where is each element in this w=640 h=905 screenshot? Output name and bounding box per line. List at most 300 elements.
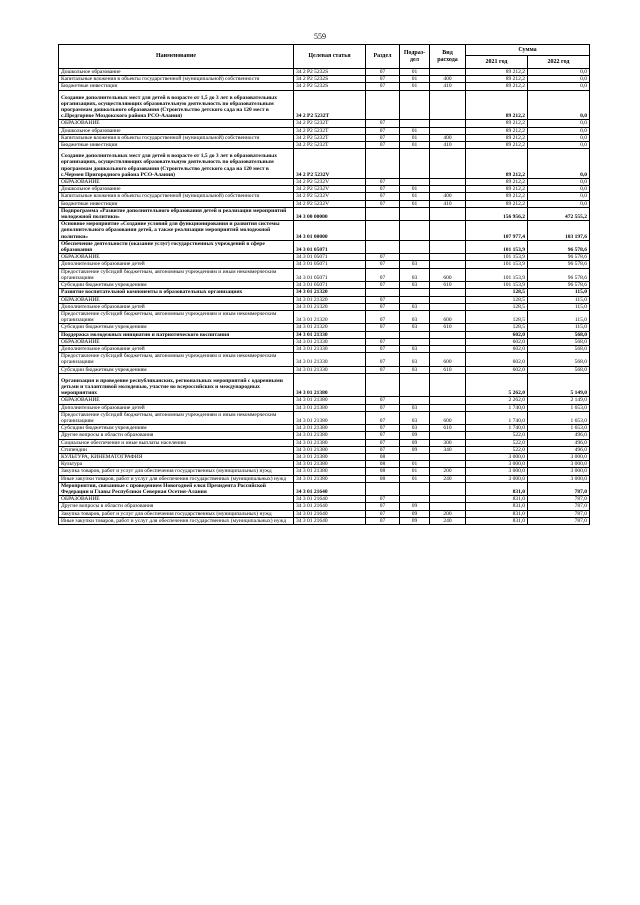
cell-amount-2022: 0,0	[528, 90, 590, 120]
cell-amount-2021: 831,0	[466, 510, 528, 517]
cell-expense-type	[430, 303, 466, 310]
cell-amount-2021: 101 153,9	[466, 282, 528, 289]
cell-name: Иные закупки товаров, работ и услуг для обеспечения государственных (муниципальных) нужд	[59, 475, 294, 482]
cell-section: 08	[366, 468, 400, 475]
table-row	[59, 397, 590, 404]
cell-amount-2021: 128,5	[466, 289, 528, 296]
cell-target-code: 34 3 01 21320	[294, 324, 366, 331]
cell-section: 07	[366, 404, 400, 411]
cell-amount-2022: 0,0	[528, 200, 590, 207]
cell-name: Развитие воспитательной компоненты в образовательных организациях	[59, 289, 294, 296]
cell-name: Дополнительное образование детей	[59, 404, 294, 411]
cell-name: Основное мероприятие «Создание условий для функционирования и развития системы дополнительного образования детей, а также реализации мероприятий молодежной политики»	[59, 221, 294, 241]
cell-expense-type	[430, 127, 466, 134]
cell-amount-2022: 0,0	[528, 120, 590, 127]
table-row	[59, 134, 590, 141]
table-body	[59, 69, 590, 525]
cell-target-code: 34 2 P2 5232T	[294, 142, 366, 149]
cell-target-code: 34 3 01 21640	[294, 517, 366, 524]
table-row	[59, 261, 590, 268]
cell-amount-2021: 89 212,2	[466, 142, 528, 149]
cell-amount-2022: 3 000,0	[528, 461, 590, 468]
cell-amount-2022: 496,0	[528, 446, 590, 453]
cell-section	[366, 331, 400, 338]
table-row	[59, 446, 590, 453]
table-row	[59, 221, 590, 241]
cell-expense-type	[430, 179, 466, 186]
cell-target-code: 34 3 01 21380	[294, 411, 366, 424]
cell-amount-2022: 1 653,0	[528, 425, 590, 432]
cell-expense-type: 400	[430, 134, 466, 141]
cell-amount-2021: 89 212,2	[466, 200, 528, 207]
cell-amount-2021: 89 212,2	[466, 179, 528, 186]
cell-amount-2021: 602,0	[466, 338, 528, 345]
cell-name: Дополнительное образование детей	[59, 261, 294, 268]
cell-expense-type: 610	[430, 324, 466, 331]
cell-subsection: 03	[400, 303, 430, 310]
cell-amount-2022: 787,0	[528, 517, 590, 524]
cell-target-code: 34 3 01 21320	[294, 296, 366, 303]
cell-name: ОБРАЗОВАНИЕ	[59, 496, 294, 503]
cell-section: 07	[366, 268, 400, 281]
cell-subsection: 01	[400, 134, 430, 141]
cell-section: 07	[366, 261, 400, 268]
cell-amount-2021: 3 000,0	[466, 453, 528, 460]
cell-section: 07	[366, 69, 400, 76]
cell-amount-2021: 522,0	[466, 446, 528, 453]
cell-expense-type	[430, 120, 466, 127]
table-row	[59, 338, 590, 345]
cell-amount-2022: 0,0	[528, 186, 590, 193]
cell-subsection	[400, 289, 430, 296]
table-row	[59, 366, 590, 373]
table-row	[59, 510, 590, 517]
cell-subsection: 03	[400, 261, 430, 268]
cell-subsection	[400, 331, 430, 338]
cell-subsection	[400, 240, 430, 253]
cell-subsection: 09	[400, 510, 430, 517]
table-row	[59, 496, 590, 503]
cell-amount-2022: 568,0	[528, 345, 590, 352]
cell-expense-type	[430, 432, 466, 439]
cell-expense-type: 600	[430, 411, 466, 424]
cell-amount-2021: 128,5	[466, 296, 528, 303]
cell-section	[366, 149, 400, 179]
cell-target-code: 34 2 P2 5232S	[294, 83, 366, 90]
cell-subsection: 09	[400, 517, 430, 524]
cell-amount-2022: 0,0	[528, 179, 590, 186]
cell-target-code: 34 2 P2 5232V	[294, 179, 366, 186]
cell-subsection: 01	[400, 468, 430, 475]
cell-target-code: 34 2 P2 5232V	[294, 200, 366, 207]
cell-target-code: 34 2 P2 5232S	[294, 76, 366, 83]
cell-expense-type: 410	[430, 142, 466, 149]
cell-name: ОБРАЗОВАНИЕ	[59, 254, 294, 261]
cell-section: 07	[366, 179, 400, 186]
cell-amount-2021: 1 740,0	[466, 411, 528, 424]
col-header-2022: 2022 год	[528, 56, 590, 69]
cell-name: Бюджетные инвестиции	[59, 200, 294, 207]
cell-subsection: 09	[400, 446, 430, 453]
cell-subsection: 03	[400, 268, 430, 281]
cell-section: 07	[366, 446, 400, 453]
cell-expense-type	[430, 261, 466, 268]
cell-subsection: 03	[400, 404, 430, 411]
cell-amount-2022: 568,0	[528, 338, 590, 345]
cell-amount-2021: 89 212,2	[466, 120, 528, 127]
cell-amount-2021: 128,5	[466, 303, 528, 310]
cell-name: Дополнительное образование детей	[59, 345, 294, 352]
cell-expense-type: 240	[430, 475, 466, 482]
cell-subsection: 03	[400, 282, 430, 289]
cell-target-code: 34 3 01 21380	[294, 404, 366, 411]
table-row	[59, 475, 590, 482]
cell-target-code: 34 3 01 21380	[294, 453, 366, 460]
cell-amount-2021: 101 153,9	[466, 240, 528, 253]
cell-name: Субсидии бюджетным учреждениям	[59, 366, 294, 373]
cell-subsection	[400, 453, 430, 460]
cell-section: 07	[366, 134, 400, 141]
cell-section: 07	[366, 366, 400, 373]
cell-amount-2022: 787,0	[528, 510, 590, 517]
cell-name: Организация и проведение республиканских, региональных мероприятий с одаренными детьми и талантливой молодежью, участие во всероссийских и международных мероприятиях	[59, 373, 294, 397]
cell-name: Дошкольное образование	[59, 186, 294, 193]
cell-expense-type	[430, 453, 466, 460]
table-row	[59, 373, 590, 397]
cell-target-code: 34 2 P2 5232S	[294, 69, 366, 76]
cell-section: 08	[366, 453, 400, 460]
cell-subsection	[400, 338, 430, 345]
cell-amount-2022: 568,0	[528, 366, 590, 373]
table-row	[59, 404, 590, 411]
cell-amount-2022: 115,0	[528, 310, 590, 323]
cell-section	[366, 90, 400, 120]
cell-name: Стипендии	[59, 446, 294, 453]
cell-name: Дошкольное образование	[59, 127, 294, 134]
cell-section: 07	[366, 200, 400, 207]
cell-amount-2022: 96 578,6	[528, 261, 590, 268]
cell-subsection	[400, 254, 430, 261]
cell-name: Дошкольное образование	[59, 69, 294, 76]
cell-amount-2021: 602,0	[466, 366, 528, 373]
cell-expense-type: 610	[430, 425, 466, 432]
cell-expense-type	[430, 254, 466, 261]
cell-amount-2022: 0,0	[528, 76, 590, 83]
cell-amount-2022: 0,0	[528, 149, 590, 179]
table-row	[59, 90, 590, 120]
cell-subsection	[400, 296, 430, 303]
cell-expense-type: 400	[430, 76, 466, 83]
cell-expense-type	[430, 289, 466, 296]
table-row	[59, 282, 590, 289]
cell-section: 07	[366, 439, 400, 446]
cell-subsection	[400, 221, 430, 241]
cell-target-code: 34 2 P2 5232T	[294, 127, 366, 134]
cell-subsection	[400, 149, 430, 179]
cell-target-code: 34 3 01 21380	[294, 446, 366, 453]
table-row	[59, 461, 590, 468]
cell-subsection	[400, 482, 430, 495]
cell-amount-2022: 103 197,6	[528, 221, 590, 241]
cell-expense-type	[430, 373, 466, 397]
cell-section: 07	[366, 411, 400, 424]
table-row	[59, 439, 590, 446]
cell-name: ОБРАЗОВАНИЕ	[59, 296, 294, 303]
cell-amount-2021: 89 212,2	[466, 76, 528, 83]
cell-target-code: 34 2 P2 5232V	[294, 186, 366, 193]
cell-section: 08	[366, 475, 400, 482]
col-header-section: Раздел	[366, 45, 400, 69]
cell-expense-type	[430, 496, 466, 503]
cell-expense-type	[430, 397, 466, 404]
col-header-sum: Сумма	[466, 45, 590, 56]
cell-name: Закупка товаров, работ и услуг для обеспечения государственных (муниципальных) нужд	[59, 468, 294, 475]
cell-target-code: 34 3 01 21320	[294, 303, 366, 310]
table-row	[59, 200, 590, 207]
cell-subsection	[400, 496, 430, 503]
cell-name: Поддержка молодежных инициатив и патриотического воспитания	[59, 331, 294, 338]
cell-name: Другие вопросы в области образования	[59, 503, 294, 510]
cell-name: Другие вопросы в области образования	[59, 432, 294, 439]
col-header-expense: Вид расхода	[430, 45, 466, 69]
cell-amount-2022: 0,0	[528, 69, 590, 76]
cell-amount-2021: 89 212,2	[466, 69, 528, 76]
cell-expense-type	[430, 207, 466, 220]
cell-target-code: 34 3 01 21320	[294, 289, 366, 296]
cell-section	[366, 240, 400, 253]
cell-amount-2021: 89 212,2	[466, 186, 528, 193]
table-row	[59, 296, 590, 303]
cell-name: Субсидии бюджетным учреждениям	[59, 282, 294, 289]
cell-amount-2022: 496,0	[528, 432, 590, 439]
cell-target-code: 34 3 01 21380	[294, 373, 366, 397]
cell-name: Бюджетные инвестиции	[59, 83, 294, 90]
cell-target-code: 34 2 P2 5232V	[294, 193, 366, 200]
cell-amount-2021: 89 212,2	[466, 149, 528, 179]
cell-subsection: 01	[400, 200, 430, 207]
table-row	[59, 142, 590, 149]
cell-subsection: 03	[400, 411, 430, 424]
cell-target-code: 34 3 01 21330	[294, 331, 366, 338]
cell-amount-2021: 831,0	[466, 482, 528, 495]
cell-subsection: 01	[400, 461, 430, 468]
cell-name: Иные закупки товаров, работ и услуг для обеспечения государственных (муниципальных) нужд	[59, 517, 294, 524]
cell-amount-2021: 89 212,2	[466, 127, 528, 134]
cell-section: 07	[366, 254, 400, 261]
cell-amount-2021: 602,0	[466, 345, 528, 352]
cell-amount-2021: 3 000,0	[466, 461, 528, 468]
cell-amount-2021: 101 153,9	[466, 254, 528, 261]
cell-section: 07	[366, 120, 400, 127]
cell-name: Субсидии бюджетным учреждениям	[59, 324, 294, 331]
table-row	[59, 268, 590, 281]
table-row	[59, 83, 590, 90]
table-row	[59, 503, 590, 510]
cell-expense-type	[430, 186, 466, 193]
cell-amount-2022: 787,0	[528, 482, 590, 495]
table-row	[59, 353, 590, 366]
cell-name: Закупка товаров, работ и услуг для обеспечения государственных (муниципальных) нужд	[59, 510, 294, 517]
cell-amount-2021: 1 740,0	[466, 425, 528, 432]
cell-section: 07	[366, 345, 400, 352]
cell-section	[366, 221, 400, 241]
cell-expense-type: 410	[430, 200, 466, 207]
cell-amount-2021: 3 000,0	[466, 468, 528, 475]
cell-amount-2022: 0,0	[528, 134, 590, 141]
cell-amount-2021: 522,0	[466, 439, 528, 446]
cell-section: 07	[366, 353, 400, 366]
cell-amount-2022: 568,0	[528, 331, 590, 338]
cell-amount-2022: 787,0	[528, 496, 590, 503]
table-row	[59, 331, 590, 338]
cell-section: 07	[366, 193, 400, 200]
cell-name: Создание дополнительных мест для детей в возрасте от 1,5 до 3 лет в образовательных организациях, осуществляющих образовательную деятельность по образовательным программам дошкольного образования (Строительство детского сада на 120 мест в с.Чермен Пригородного района РСО-Алания)	[59, 149, 294, 179]
cell-section	[366, 373, 400, 397]
cell-amount-2022: 496,0	[528, 439, 590, 446]
cell-expense-type: 610	[430, 282, 466, 289]
cell-amount-2022: 0,0	[528, 193, 590, 200]
cell-target-code: 34 3 01 21380	[294, 397, 366, 404]
cell-amount-2022: 115,0	[528, 303, 590, 310]
cell-name: Обеспечение деятельности (оказание услуг) государственных учреждений в сфере образования	[59, 240, 294, 253]
cell-amount-2021: 831,0	[466, 496, 528, 503]
cell-target-code: 34 2 P2 5232T	[294, 120, 366, 127]
cell-name: ОБРАЗОВАНИЕ	[59, 338, 294, 345]
cell-subsection	[400, 179, 430, 186]
cell-expense-type	[430, 338, 466, 345]
cell-subsection: 03	[400, 425, 430, 432]
cell-amount-2022: 115,0	[528, 289, 590, 296]
cell-target-code: 34 3 01 21380	[294, 432, 366, 439]
cell-section	[366, 289, 400, 296]
budget-table	[58, 44, 590, 525]
cell-subsection: 09	[400, 503, 430, 510]
cell-target-code: 34 2 P2 5232T	[294, 134, 366, 141]
cell-target-code: 34 3 01 21380	[294, 439, 366, 446]
table-row	[59, 76, 590, 83]
table-row	[59, 411, 590, 424]
cell-expense-type	[430, 240, 466, 253]
cell-expense-type: 610	[430, 366, 466, 373]
table-row	[59, 240, 590, 253]
cell-expense-type: 340	[430, 446, 466, 453]
cell-amount-2021: 101 153,9	[466, 261, 528, 268]
cell-expense-type	[430, 331, 466, 338]
cell-expense-type	[430, 90, 466, 120]
cell-target-code: 34 3 00 00000	[294, 207, 366, 220]
cell-section: 07	[366, 310, 400, 323]
cell-name: Создание дополнительных мест для детей в возрасте от 1,5 до 3 лет в образовательных организациях, осуществляющих образовательную деятельность по образовательным программам дошкольного образования (Строительство детского сада на 120 мест в с.Предгорное Моздокского района РСО-Алания)	[59, 90, 294, 120]
cell-subsection: 01	[400, 193, 430, 200]
cell-target-code: 34 3 01 21320	[294, 310, 366, 323]
cell-section: 07	[366, 425, 400, 432]
cell-target-code: 34 2 P2 5232T	[294, 90, 366, 120]
cell-subsection: 01	[400, 186, 430, 193]
cell-subsection: 01	[400, 83, 430, 90]
cell-amount-2022: 96 578,6	[528, 254, 590, 261]
cell-subsection: 01	[400, 142, 430, 149]
cell-name: ОБРАЗОВАНИЕ	[59, 397, 294, 404]
cell-amount-2021: 602,0	[466, 331, 528, 338]
cell-section	[366, 482, 400, 495]
table-row	[59, 425, 590, 432]
table-row	[59, 127, 590, 134]
cell-section: 07	[366, 142, 400, 149]
cell-target-code: 34 3 01 21330	[294, 366, 366, 373]
cell-subsection	[400, 120, 430, 127]
cell-amount-2021: 2 262,0	[466, 397, 528, 404]
cell-target-code: 34 3 01 21640	[294, 510, 366, 517]
table-row	[59, 303, 590, 310]
cell-target-code: 34 3 01 21640	[294, 482, 366, 495]
cell-target-code: 34 3 01 21380	[294, 425, 366, 432]
cell-amount-2021: 1 740,0	[466, 404, 528, 411]
cell-amount-2022: 115,0	[528, 324, 590, 331]
cell-subsection: 01	[400, 69, 430, 76]
cell-amount-2021: 156 956,2	[466, 207, 528, 220]
cell-name: Мероприятия, связанные с проведением Новогодней елки Президента Российской Федерации и Главы Республики Северная Осетия-Алания	[59, 482, 294, 495]
cell-target-code: 34 3 01 21380	[294, 468, 366, 475]
cell-section: 07	[366, 76, 400, 83]
cell-amount-2021: 831,0	[466, 517, 528, 524]
cell-target-code: 34 3 01 21330	[294, 353, 366, 366]
cell-amount-2021: 107 977,4	[466, 221, 528, 241]
table-row	[59, 120, 590, 127]
cell-name: Социальное обеспечение и иные выплаты населению	[59, 439, 294, 446]
cell-expense-type	[430, 482, 466, 495]
cell-amount-2022: 96 578,6	[528, 240, 590, 253]
cell-section: 07	[366, 517, 400, 524]
cell-subsection: 03	[400, 310, 430, 323]
cell-expense-type: 400	[430, 193, 466, 200]
table-row	[59, 482, 590, 495]
cell-expense-type: 600	[430, 310, 466, 323]
cell-subsection: 03	[400, 345, 430, 352]
cell-expense-type	[430, 345, 466, 352]
cell-subsection	[400, 207, 430, 220]
cell-subsection: 03	[400, 324, 430, 331]
cell-subsection	[400, 373, 430, 397]
table-row	[59, 149, 590, 179]
cell-amount-2021: 602,0	[466, 353, 528, 366]
cell-subsection: 03	[400, 366, 430, 373]
cell-amount-2021: 522,0	[466, 432, 528, 439]
cell-expense-type	[430, 503, 466, 510]
cell-section: 07	[366, 503, 400, 510]
table-row	[59, 289, 590, 296]
cell-amount-2021: 101 153,9	[466, 268, 528, 281]
cell-expense-type	[430, 221, 466, 241]
cell-amount-2022: 568,0	[528, 353, 590, 366]
cell-subsection	[400, 90, 430, 120]
cell-amount-2022: 1 653,0	[528, 404, 590, 411]
table-row	[59, 207, 590, 220]
table-row	[59, 193, 590, 200]
cell-target-code: 34 3 01 05071	[294, 282, 366, 289]
cell-amount-2021: 89 212,2	[466, 90, 528, 120]
table-row	[59, 310, 590, 323]
cell-name: Предоставление субсидий бюджетным, автономным учреждениям и иным некоммерческим организациям	[59, 310, 294, 323]
cell-expense-type: 600	[430, 353, 466, 366]
cell-name: Предоставление субсидий бюджетным, автономным учреждениям и иным некоммерческим организациям	[59, 353, 294, 366]
cell-name: Бюджетные инвестиции	[59, 142, 294, 149]
cell-expense-type	[430, 296, 466, 303]
cell-subsection: 01	[400, 127, 430, 134]
cell-section: 08	[366, 461, 400, 468]
table-row	[59, 254, 590, 261]
cell-expense-type: 410	[430, 83, 466, 90]
cell-target-code: 34 3 01 05071	[294, 240, 366, 253]
